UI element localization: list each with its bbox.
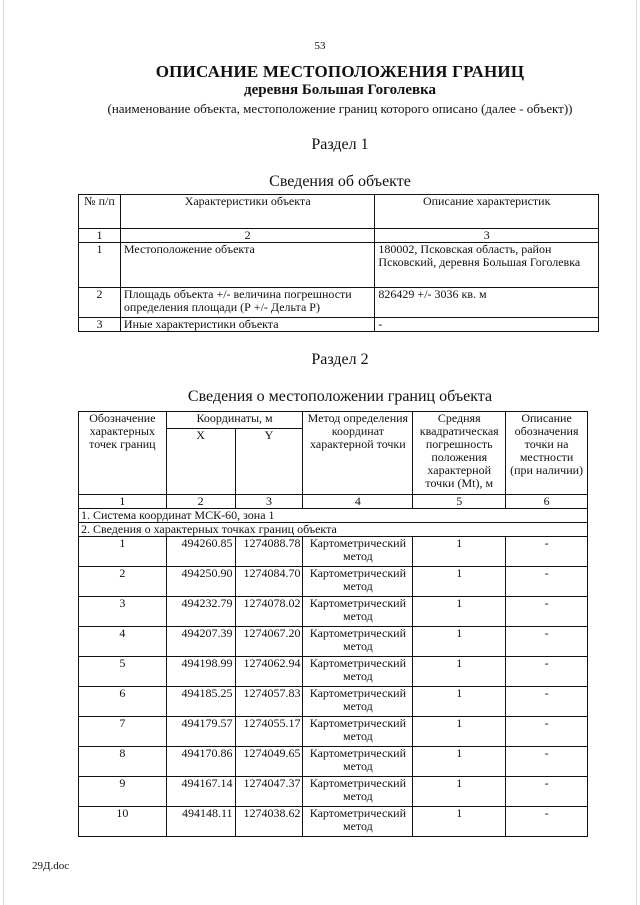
col-header-description: Описание характеристик: [375, 195, 599, 229]
table-row: [79, 747, 588, 777]
boundary-points-table: [78, 411, 588, 837]
point-description: -: [506, 777, 588, 807]
coord-y: 1274049.65: [235, 747, 303, 777]
col-header-description: Описание обозначения точки на местности (при наличии): [506, 412, 588, 495]
point-description: -: [506, 807, 588, 837]
coord-y: 1274067.20: [235, 627, 303, 657]
method: Картометрический метод: [303, 807, 413, 837]
table-header-row: [79, 195, 599, 229]
col-number: 2: [166, 495, 235, 509]
method: Картометрический метод: [303, 777, 413, 807]
column-numbers-row: [79, 229, 599, 243]
point-description: -: [506, 597, 588, 627]
characteristic-value: -: [375, 318, 599, 332]
mean-error: 1: [413, 687, 506, 717]
coord-y: 1274057.83: [235, 687, 303, 717]
mean-error: 1: [413, 537, 506, 567]
table-row: [79, 567, 588, 597]
coord-x: 494260.85: [166, 537, 235, 567]
method: Картометрический метод: [303, 597, 413, 627]
coord-y: 1274038.62: [235, 807, 303, 837]
table-row: [79, 687, 588, 717]
document-title: ОПИСАНИЕ МЕСТОПОЛОЖЕНИЯ ГРАНИЦ: [155, 62, 525, 81]
object-info-table: [78, 194, 599, 332]
section1-title: Сведения об объекте: [269, 173, 411, 190]
coord-y: 1274062.94: [235, 657, 303, 687]
table-row: [79, 318, 599, 332]
coord-x: 494207.39: [166, 627, 235, 657]
point-number: 4: [79, 627, 167, 657]
section2-title: Сведения о местоположении границ объекта: [187, 388, 493, 405]
method: Картометрический метод: [303, 627, 413, 657]
col-header-error: Средняя квадратическая погрешность положения характерной точки (Mt), м: [413, 412, 506, 495]
coord-x: 494179.57: [166, 717, 235, 747]
table-row: [79, 597, 588, 627]
col-number: 3: [375, 229, 599, 243]
col-number: 4: [303, 495, 413, 509]
characteristic-value: 180002, Псковская область, район Псковский, деревня Большая Гоголевка: [375, 243, 599, 288]
point-number: 1: [79, 537, 167, 567]
col-number: 1: [79, 229, 121, 243]
method: Картометрический метод: [303, 567, 413, 597]
point-number: 9: [79, 777, 167, 807]
row-number: 1: [79, 243, 121, 288]
coord-y: 1274078.02: [235, 597, 303, 627]
method: Картометрический метод: [303, 657, 413, 687]
mean-error: 1: [413, 777, 506, 807]
col-header-coordinates: Координаты, м: [166, 412, 303, 429]
row-number: 3: [79, 318, 121, 332]
points-header: 2. Сведения о характерных точках границ объекта: [79, 523, 588, 537]
characteristic-name: Местоположение объекта: [120, 243, 375, 288]
coord-x: 494250.90: [166, 567, 235, 597]
table-row: [79, 657, 588, 687]
method: Картометрический метод: [303, 537, 413, 567]
col-number: 5: [413, 495, 506, 509]
table-row: [79, 777, 588, 807]
coord-x: 494167.14: [166, 777, 235, 807]
mean-error: 1: [413, 597, 506, 627]
col-header-method: Метод определения координат характерной точки: [303, 412, 413, 495]
coord-x: 494198.99: [166, 657, 235, 687]
col-header-point: Обозначение характерных точек границ: [79, 412, 167, 495]
table-row: [79, 717, 588, 747]
row-number: 2: [79, 288, 121, 318]
table-row: [79, 807, 588, 837]
coordinate-system-row: [79, 509, 588, 523]
table-row: [79, 243, 599, 288]
table-row: [79, 537, 588, 567]
col-header-y: Y: [235, 429, 303, 495]
mean-error: 1: [413, 747, 506, 777]
point-number: 5: [79, 657, 167, 687]
coord-x: 494185.25: [166, 687, 235, 717]
point-description: -: [506, 687, 588, 717]
col-header-characteristic: Характеристики объекта: [120, 195, 375, 229]
coord-x: 494148.11: [166, 807, 235, 837]
table-row: [79, 288, 599, 318]
section1-heading: Раздел 1: [311, 136, 369, 153]
mean-error: 1: [413, 657, 506, 687]
point-number: 7: [79, 717, 167, 747]
mean-error: 1: [413, 567, 506, 597]
point-number: 3: [79, 597, 167, 627]
coord-y: 1274084.70: [235, 567, 303, 597]
section2-heading: Раздел 2: [311, 351, 369, 368]
coord-x: 494170.86: [166, 747, 235, 777]
point-number: 8: [79, 747, 167, 777]
col-header-x: X: [166, 429, 235, 495]
point-description: -: [506, 537, 588, 567]
coord-y: 1274047.37: [235, 777, 303, 807]
point-description: -: [506, 717, 588, 747]
point-number: 6: [79, 687, 167, 717]
point-description: -: [506, 747, 588, 777]
coord-x: 494232.79: [166, 597, 235, 627]
point-number: 2: [79, 567, 167, 597]
file-name-footer: 29Д.doc: [32, 860, 70, 872]
object-name-caption: (наименование объекта, местоположение границ которого описано (далее - объект)): [107, 101, 573, 116]
table-row: [79, 627, 588, 657]
mean-error: 1: [413, 627, 506, 657]
column-numbers-row: [79, 495, 588, 509]
mean-error: 1: [413, 717, 506, 747]
method: Картометрический метод: [303, 747, 413, 777]
coordinate-system: 1. Система координат МСК-60, зона 1: [79, 509, 588, 523]
col-number: 2: [120, 229, 375, 243]
table-header-row: [79, 412, 588, 429]
point-description: -: [506, 627, 588, 657]
characteristic-name: Иные характеристики объекта: [120, 318, 375, 332]
page-number: 53: [314, 40, 326, 52]
characteristic-value: 826429 +/- 3036 кв. м: [375, 288, 599, 318]
object-name: деревня Большая Гоголевка: [243, 82, 436, 98]
mean-error: 1: [413, 807, 506, 837]
col-header-number: № п/п: [79, 195, 121, 229]
point-number: 10: [79, 807, 167, 837]
col-number: 3: [235, 495, 303, 509]
coord-y: 1274055.17: [235, 717, 303, 747]
col-number: 1: [79, 495, 167, 509]
characteristic-name: Площадь объекта +/- величина погрешности определения площади (Р +/- Дельта Р): [120, 288, 375, 318]
point-description: -: [506, 567, 588, 597]
method: Картометрический метод: [303, 687, 413, 717]
coord-y: 1274088.78: [235, 537, 303, 567]
point-description: -: [506, 657, 588, 687]
points-header-row: [79, 523, 588, 537]
col-number: 6: [506, 495, 588, 509]
method: Картометрический метод: [303, 717, 413, 747]
